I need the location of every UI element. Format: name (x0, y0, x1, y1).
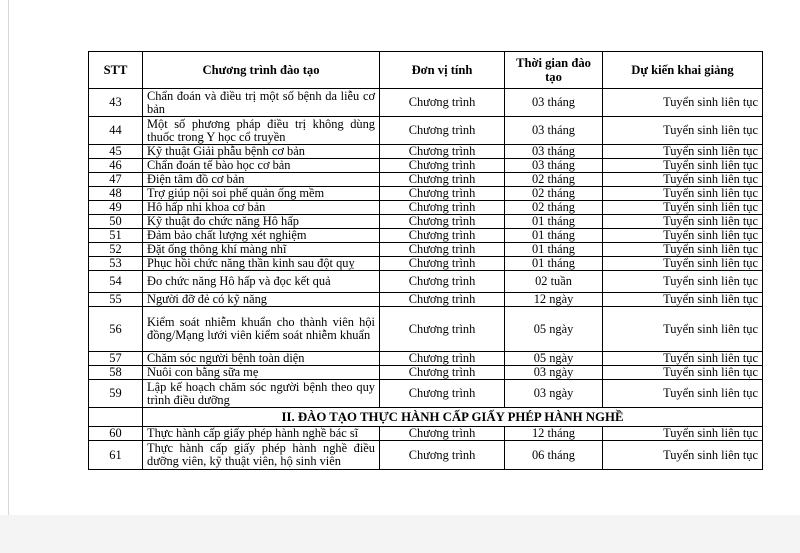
row-program: Thực hành cấp giấy phép hành nghề bác sĩ (143, 427, 380, 441)
row-stt: 45 (89, 145, 143, 159)
header-program: Chương trình đào tạo (143, 52, 380, 89)
row-stt: 51 (89, 229, 143, 243)
table-row (89, 145, 763, 159)
table-body-section-1 (89, 89, 763, 408)
table-row (89, 243, 763, 257)
row-stt: 58 (89, 366, 143, 380)
header-duration: Thời gian đào tạo (505, 52, 603, 89)
row-unit: Chương trình (380, 201, 505, 215)
row-start: Tuyển sinh liên tục (603, 271, 763, 293)
row-unit: Chương trình (380, 380, 505, 408)
row-stt: 55 (89, 293, 143, 307)
row-start: Tuyển sinh liên tục (603, 307, 763, 352)
header-unit: Đơn vị tính (380, 52, 505, 89)
row-start: Tuyển sinh liên tục (603, 427, 763, 441)
row-duration: 05 ngày (505, 352, 603, 366)
row-unit: Chương trình (380, 173, 505, 187)
row-unit: Chương trình (380, 271, 505, 293)
table-row (89, 117, 763, 145)
table-row (89, 271, 763, 293)
row-stt: 50 (89, 215, 143, 229)
row-stt: 60 (89, 427, 143, 441)
row-unit: Chương trình (380, 229, 505, 243)
row-program: Phục hồi chức năng thần kinh sau đột quỵ (143, 257, 380, 271)
row-duration: 03 tháng (505, 89, 603, 117)
table-row (89, 441, 763, 470)
row-unit: Chương trình (380, 352, 505, 366)
row-program: Điện tâm đồ cơ bản (143, 173, 380, 187)
table-header-row (89, 52, 763, 89)
row-start: Tuyển sinh liên tục (603, 380, 763, 408)
row-start: Tuyển sinh liên tục (603, 117, 763, 145)
row-start: Tuyển sinh liên tục (603, 89, 763, 117)
row-duration: 12 ngày (505, 293, 603, 307)
row-duration: 03 ngày (505, 366, 603, 380)
table-section-header (89, 408, 763, 427)
row-start: Tuyển sinh liên tục (603, 243, 763, 257)
section-row (89, 408, 763, 427)
row-program: Kỹ thuật đo chức năng Hô hấp (143, 215, 380, 229)
row-program: Đặt ống thông khí màng nhĩ (143, 243, 380, 257)
row-stt: 49 (89, 201, 143, 215)
table-row (89, 187, 763, 201)
row-unit: Chương trình (380, 243, 505, 257)
table-row (89, 229, 763, 243)
row-duration: 03 tháng (505, 117, 603, 145)
table-row (89, 215, 763, 229)
row-duration: 02 tháng (505, 173, 603, 187)
row-stt: 48 (89, 187, 143, 201)
row-program: Nuôi con bằng sữa mẹ (143, 366, 380, 380)
table-row (89, 201, 763, 215)
row-program: Đo chức năng Hô hấp và đọc kết quả (143, 271, 380, 293)
row-program: Chẩn đoán và điều trị một số bệnh da liễu cơ bản (143, 89, 380, 117)
section-empty-cell (89, 408, 143, 427)
row-duration: 01 tháng (505, 243, 603, 257)
row-start: Tuyển sinh liên tục (603, 159, 763, 173)
row-unit: Chương trình (380, 159, 505, 173)
row-unit: Chương trình (380, 366, 505, 380)
row-stt: 43 (89, 89, 143, 117)
row-start: Tuyển sinh liên tục (603, 366, 763, 380)
page-left-edge (8, 0, 9, 553)
row-program: Chẩn đoán tế bào học cơ bản (143, 159, 380, 173)
row-duration: 03 ngày (505, 380, 603, 408)
row-duration: 02 tuần (505, 271, 603, 293)
row-unit: Chương trình (380, 215, 505, 229)
row-duration: 01 tháng (505, 215, 603, 229)
section-title: II. ĐÀO TẠO THỰC HÀNH CẤP GIẤY PHÉP HÀNH NGHỀ (143, 408, 763, 427)
row-unit: Chương trình (380, 307, 505, 352)
header-stt: STT (89, 52, 143, 89)
table-row (89, 173, 763, 187)
row-duration: 03 tháng (505, 145, 603, 159)
table-row (89, 352, 763, 366)
row-stt: 47 (89, 173, 143, 187)
row-program: Lập kế hoạch chăm sóc người bệnh theo quy trình điều dưỡng (143, 380, 380, 408)
row-start: Tuyển sinh liên tục (603, 187, 763, 201)
row-program: Kiểm soát nhiễm khuẩn cho thành viên hội đồng/Mạng lưới viên kiểm soát nhiễm khuẩn (143, 307, 380, 352)
row-program: Một số phương pháp điều trị không dùng thuốc trong Y học cổ truyền (143, 117, 380, 145)
table-row (89, 380, 763, 408)
row-stt: 46 (89, 159, 143, 173)
row-stt: 44 (89, 117, 143, 145)
row-duration: 06 tháng (505, 441, 603, 470)
row-stt: 56 (89, 307, 143, 352)
table-row (89, 293, 763, 307)
row-duration: 03 tháng (505, 159, 603, 173)
row-duration: 02 tháng (505, 187, 603, 201)
row-start: Tuyển sinh liên tục (603, 352, 763, 366)
row-program: Trợ giúp nội soi phế quản ống mềm (143, 187, 380, 201)
row-unit: Chương trình (380, 117, 505, 145)
table-row (89, 427, 763, 441)
page-gap (0, 515, 800, 553)
row-stt: 59 (89, 380, 143, 408)
row-program: Thực hành cấp giấy phép hành nghề điều dưỡng viên, kỹ thuật viên, hộ sinh viên (143, 441, 380, 470)
training-program-table (88, 51, 763, 470)
row-stt: 52 (89, 243, 143, 257)
row-start: Tuyển sinh liên tục (603, 173, 763, 187)
row-unit: Chương trình (380, 145, 505, 159)
row-start: Tuyển sinh liên tục (603, 257, 763, 271)
row-program: Chăm sóc người bệnh toàn diện (143, 352, 380, 366)
row-program: Người đỡ đẻ có kỹ năng (143, 293, 380, 307)
row-duration: 02 tháng (505, 201, 603, 215)
table-row (89, 159, 763, 173)
row-program: Kỹ thuật Giải phẫu bệnh cơ bản (143, 145, 380, 159)
table-row (89, 307, 763, 352)
row-start: Tuyển sinh liên tục (603, 229, 763, 243)
row-unit: Chương trình (380, 257, 505, 271)
row-stt: 57 (89, 352, 143, 366)
row-duration: 01 tháng (505, 257, 603, 271)
table-row (89, 257, 763, 271)
row-stt: 61 (89, 441, 143, 470)
row-program: Hô hấp nhi khoa cơ bản (143, 201, 380, 215)
row-duration: 01 tháng (505, 229, 603, 243)
row-unit: Chương trình (380, 89, 505, 117)
row-stt: 53 (89, 257, 143, 271)
row-stt: 54 (89, 271, 143, 293)
header-start: Dự kiến khai giảng (603, 52, 763, 89)
row-duration: 12 tháng (505, 427, 603, 441)
row-start: Tuyển sinh liên tục (603, 215, 763, 229)
row-start: Tuyển sinh liên tục (603, 145, 763, 159)
row-unit: Chương trình (380, 441, 505, 470)
row-unit: Chương trình (380, 187, 505, 201)
table-row (89, 366, 763, 380)
row-unit: Chương trình (380, 293, 505, 307)
row-start: Tuyển sinh liên tục (603, 293, 763, 307)
row-start: Tuyển sinh liên tục (603, 441, 763, 470)
row-duration: 05 ngày (505, 307, 603, 352)
row-program: Đảm bảo chất lượng xét nghiệm (143, 229, 380, 243)
row-unit: Chương trình (380, 427, 505, 441)
row-start: Tuyển sinh liên tục (603, 201, 763, 215)
table-body-section-2 (89, 427, 763, 470)
table-row (89, 89, 763, 117)
